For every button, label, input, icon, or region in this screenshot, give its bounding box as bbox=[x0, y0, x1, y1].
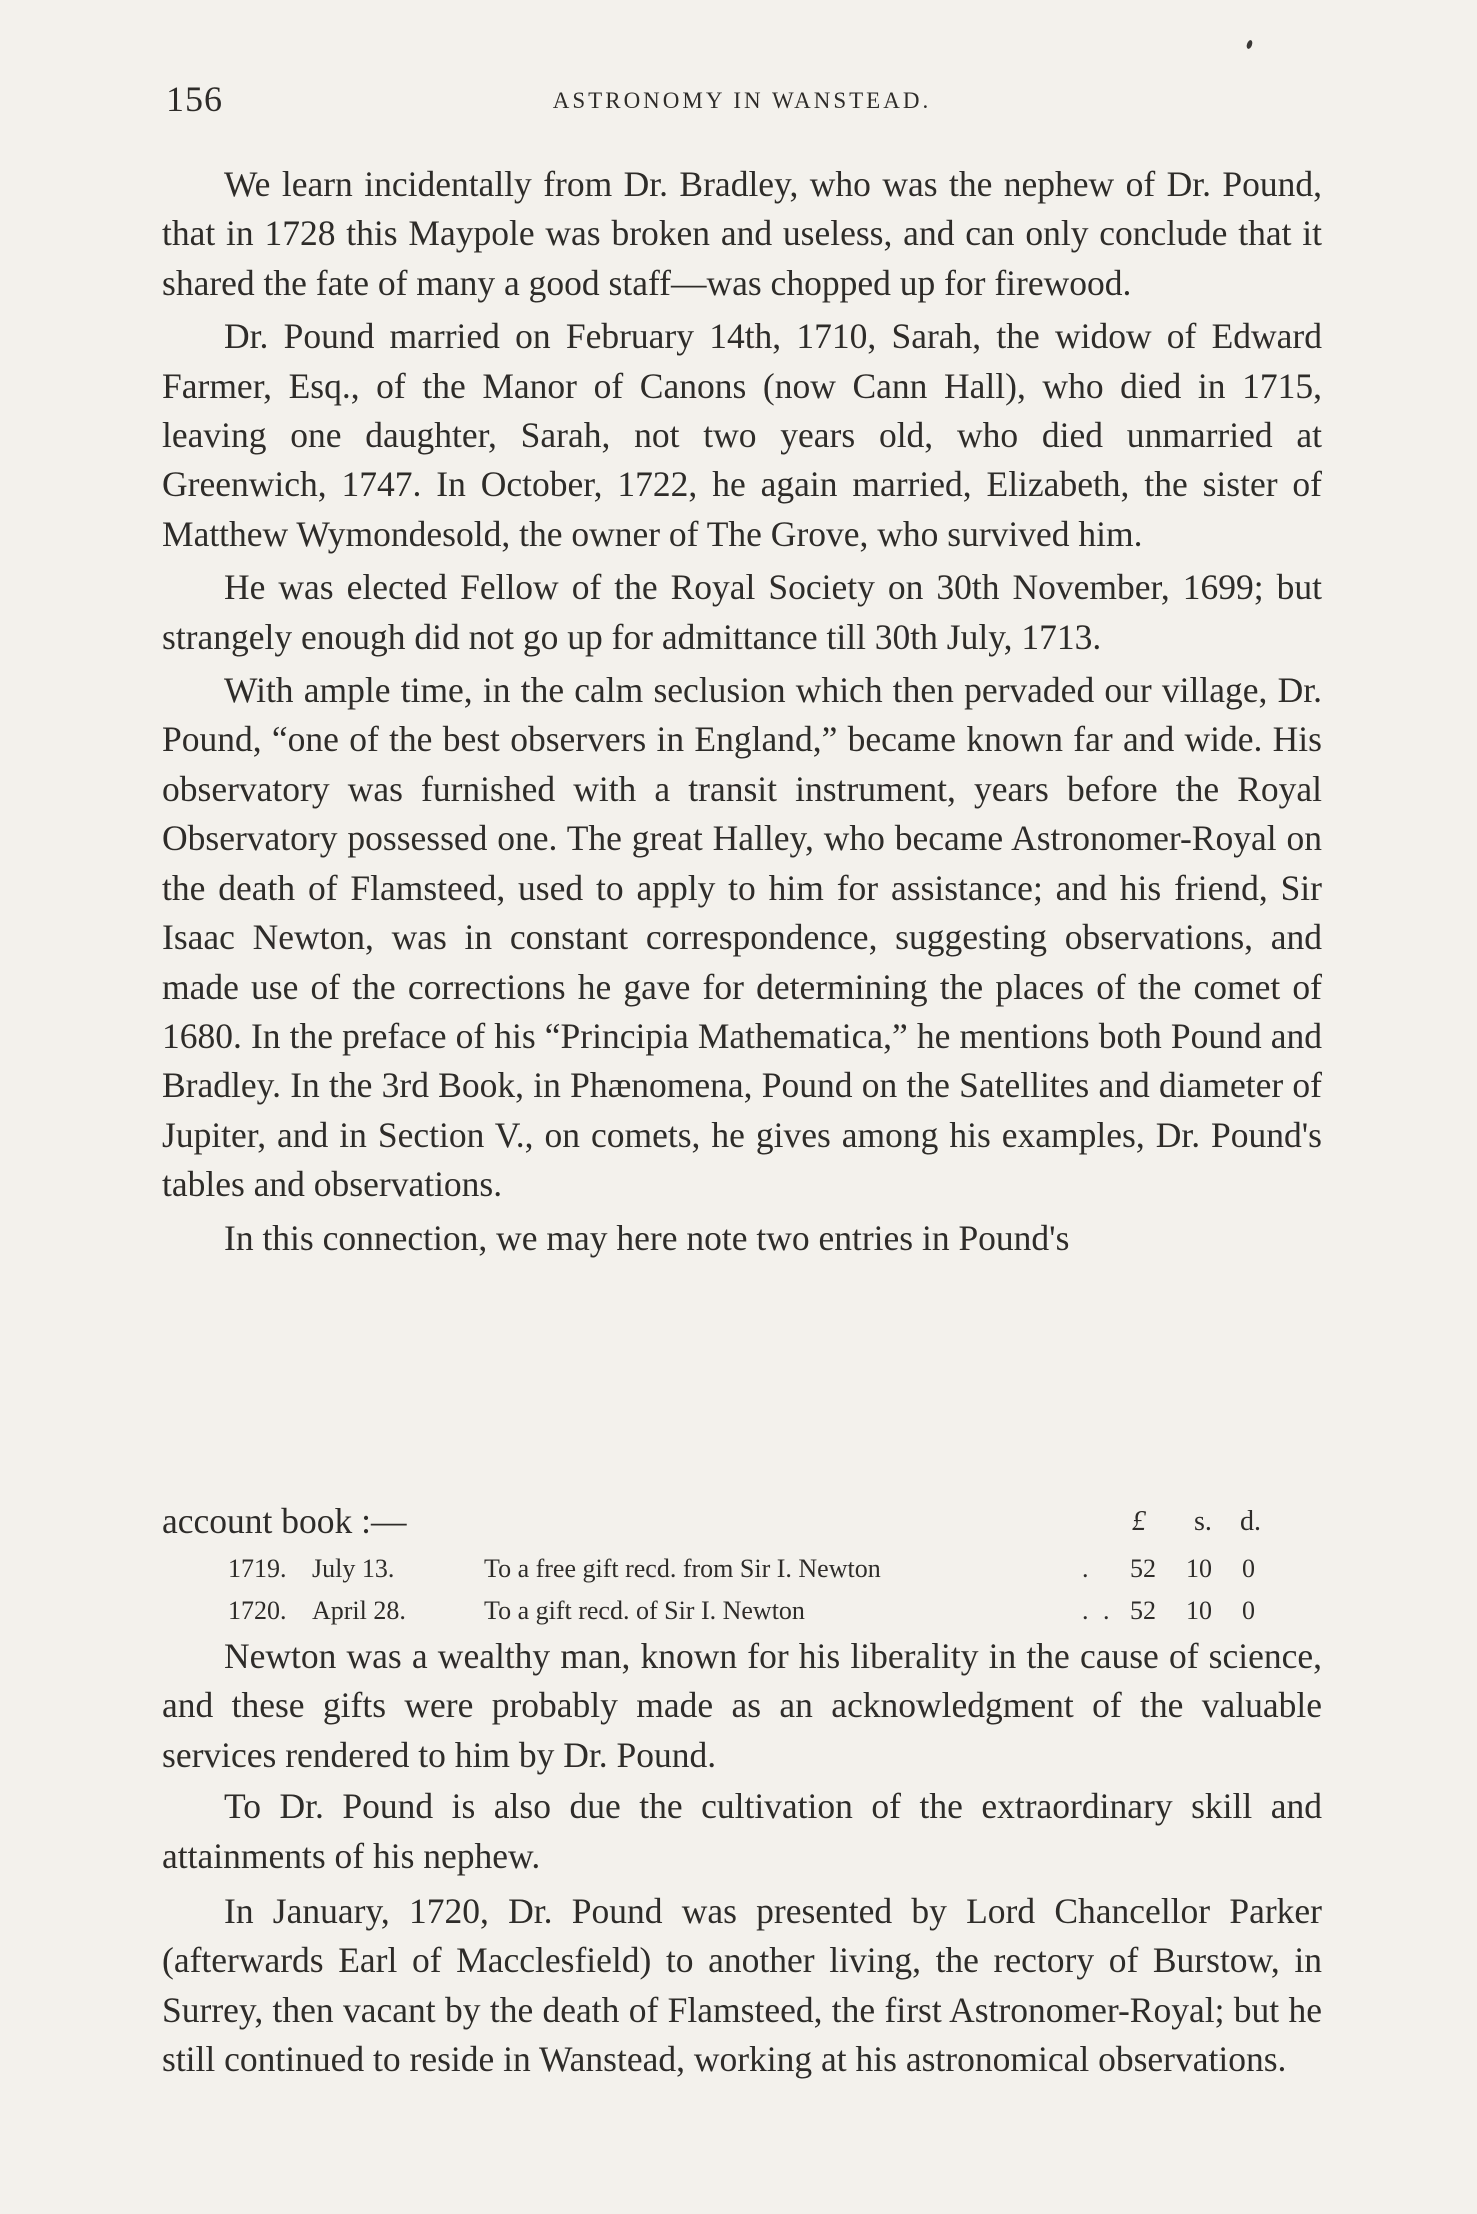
ledger-header bbox=[162, 1500, 1322, 1546]
entry-leader-dots: . . bbox=[1082, 1596, 1114, 1625]
lower-body-text bbox=[162, 1628, 1322, 2085]
ledger-intro: account book :— bbox=[162, 1501, 407, 1541]
paragraph-marriage: Dr. Pound married on February 14th, 1710, Sarah, the widow of Edward Farmer, Esq., of the Manor of Canons (now Cann Hall), who died in 1715, leaving one daughter, Sarah, not two years old, who died unmarried at Greenwich, 1747. In October, 1722, he again married, Elizabeth, the sister of Matthew Wymondesold, the owner of The Grove, who survived him. bbox=[162, 316, 1322, 554]
entry-date: July 13. bbox=[312, 1554, 395, 1583]
pounds-header: £ bbox=[1132, 1506, 1146, 1537]
entry-leader-dots: . bbox=[1082, 1554, 1093, 1583]
ledger-entry bbox=[162, 1546, 1322, 1588]
entry-year: 1720. bbox=[228, 1596, 287, 1625]
page-header bbox=[162, 78, 1322, 128]
paragraph-nephew: To Dr. Pound is also due the cultivation of the extraordinary skill and attainments of his nephew. bbox=[162, 1786, 1322, 1876]
entry-pence: 0 bbox=[1242, 1596, 1255, 1625]
entry-description: To a free gift recd. from Sir I. Newton bbox=[484, 1554, 881, 1583]
paragraph-newton-gifts: Newton was a wealthy man, known for his liberality in the cause of science, and these gifts were probably made as an acknowledgment of the valuable services rendered to him by Dr. Pound. bbox=[162, 1636, 1322, 1775]
entry-year: 1719. bbox=[228, 1554, 287, 1583]
entry-description: To a gift recd. of Sir I. Newton bbox=[484, 1596, 805, 1625]
running-head: ASTRONOMY IN WANSTEAD. bbox=[552, 88, 932, 113]
entry-pence: 0 bbox=[1242, 1554, 1255, 1583]
entry-shillings: 10 bbox=[1186, 1554, 1212, 1583]
paragraph-burstow: In January, 1720, Dr. Pound was presented by Lord Chancellor Parker (afterwards Earl of Macclesfield) to another living, the rectory of Burstow, in Surrey, then vacant by the death of Flamsteed, the first Astronomer-Royal; but he still continued to reside in Wanstead, working at his astronomical observations. bbox=[162, 1891, 1322, 2080]
entry-date: April 28. bbox=[312, 1596, 406, 1625]
body-text bbox=[162, 160, 1322, 1263]
entry-shillings: 10 bbox=[1186, 1596, 1212, 1625]
paragraph-royal-society: He was elected Fellow of the Royal Society on 30th November, 1699; but strangely enough did not go up for admittance till 30th July, 1713. bbox=[162, 567, 1322, 657]
paragraph-observatory: With ample time, in the calm seclusion which then pervaded our village, Dr. Pound, “one of the best observers in England,” became known far and wide. His observatory was furnished with a transit instrument, years before the Royal Observatory possessed one. The great Halley, who became Astronomer-Royal on the death of Flamsteed, used to apply to him for assistance; and his friend, Sir Isaac Newton, was in constant correspondence, suggesting observations, and made use of the corrections he gave for determining the places of the comet of 1680. In the preface of his “Principia Mathematica,” he mentions both Pound and Bradley. In the 3rd Book, in Phænomena, Pound on the Satellites and diameter of Jupiter, and in Section V., on comets, he gives among his examples, Dr. Pound's tables and observations. bbox=[162, 670, 1322, 1205]
page-number: 156 bbox=[166, 79, 223, 119]
paragraph-maypole: We learn incidentally from Dr. Bradley, who was the nephew of Dr. Pound, that in 1728 this Maypole was broken and useless, and can only conclude that it shared the fate of many a good staff—was chopped up for firewood. bbox=[162, 164, 1322, 303]
ledger-entry bbox=[162, 1588, 1322, 1630]
ink-speck bbox=[1246, 39, 1254, 49]
pence-header: d. bbox=[1240, 1506, 1261, 1537]
shillings-header: s. bbox=[1194, 1506, 1212, 1537]
entry-pounds: 52 bbox=[1130, 1596, 1156, 1625]
entry-pounds: 52 bbox=[1130, 1554, 1156, 1583]
paragraph-account-intro: In this connection, we may here note two entries in Pound's bbox=[224, 1217, 1070, 1258]
account-book-ledger bbox=[162, 1500, 1322, 1630]
